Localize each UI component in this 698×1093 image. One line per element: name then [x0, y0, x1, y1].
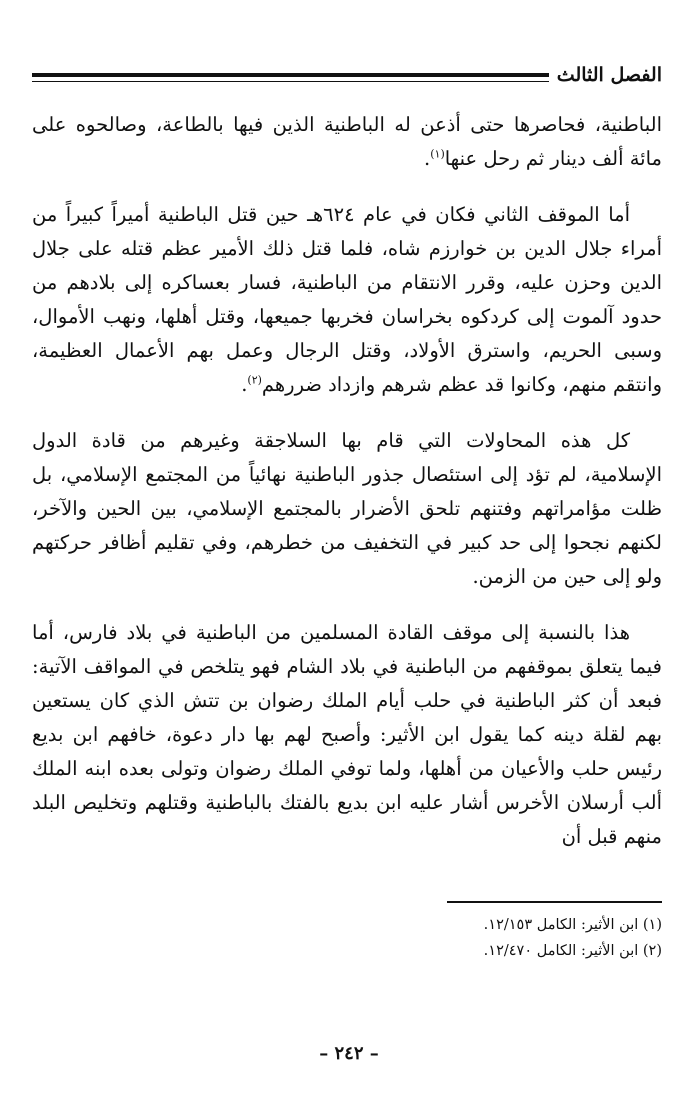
footnote-divider: [447, 901, 662, 903]
chapter-title: الفصل الثالث: [556, 64, 662, 86]
paragraph-text: الباطنية، فحاصرها حتى أذعن له الباطنية الذين فيها بالطاعة، وصالحوه على مائة ألف دينار ثم رحل عنها: [32, 113, 662, 170]
paragraph-text: كل هذه المحاولات التي قام بها السلاجقة وغيرهم من قادة الدول الإسلامية، لم تؤد إلى استئصال جذور الباطنية نهائياً من المجتمع الإسلامي، بل ظلت مؤامراتهم وفتنهم تلحق الأضرار بالمجتمع الإسلامي، بين الحين والآخر، لكنهم نجحوا إلى حد كبير في التخفيف من خطرهم، وفي تقليم أظافر حركتهم ولو إلى حين من الزمن.: [32, 429, 662, 588]
body-text: [32, 108, 662, 876]
footnotes: [32, 912, 662, 964]
paragraph-tail: .: [424, 147, 431, 170]
footnote-ref: (١): [430, 147, 445, 161]
paragraph-4: [32, 616, 662, 854]
paragraph-2: [32, 198, 662, 402]
footnote-ref: (٢): [247, 373, 262, 387]
paragraph-tail: .: [241, 373, 248, 396]
footnote-1: (١) ابن الأثير: الكامل ١٢/١٥٣.: [483, 917, 662, 933]
header-rule-thin: [32, 81, 549, 83]
page-header: [32, 58, 662, 86]
footnote-2: (٢) ابن الأثير: الكامل ١٢/٤٧٠.: [483, 943, 662, 959]
paragraph-1: [32, 108, 662, 176]
header-rule-thick: [32, 73, 549, 77]
header-rule: [32, 73, 549, 83]
page-number: – ٢٤٢ –: [319, 1043, 379, 1064]
paragraph-text: أما الموقف الثاني فكان في عام ٦٢٤هـ حين قتل الباطنية أميراً كبيراً من أمراء جلال الدين بن خوارزم شاه، فلما قتل ذلك الأمير عظم قتله على جلال الدين وحزن عليه، وقرر الانتقام من الباطنية، فسار بعساكره إلى بلادهم من حدود آلموت إلى كردكوه بخراسان فخربها جميعها، وقتل أهلها، ونهب الأموال، وسبى الحريم، واسترق الأولاد، وقتل الرجال وعمل بهم الأعمال العظيمة، وانتقم منهم، وكانوا قد عظم شرهم وازداد ضررهم: [32, 203, 662, 396]
paragraph-text: هذا بالنسبة إلى موقف القادة المسلمين من الباطنية في بلاد فارس، أما فيما يتعلق بموقفهم من الباطنية في بلاد الشام فهو يتلخص في المواقف الآتية: فبعد أن كثر الباطنية في حلب أيام الملك رضوان بن تتش الذي كان يستعين بهم لقلة دينه كما يقول ابن الأثير: وأصبح لهم بها دار دعوة، خافهم ابن بديع رئيس حلب والأعيان من أهلها، ولما توفي الملك رضوان وتولى بعده ابنه الملك ألب أرسلان الأخرس أشار عليه ابن بديع بالفتك بالباطنية وقتلهم وتخليص البلد منهم قبل أن: [32, 621, 662, 848]
paragraph-3: [32, 424, 662, 594]
